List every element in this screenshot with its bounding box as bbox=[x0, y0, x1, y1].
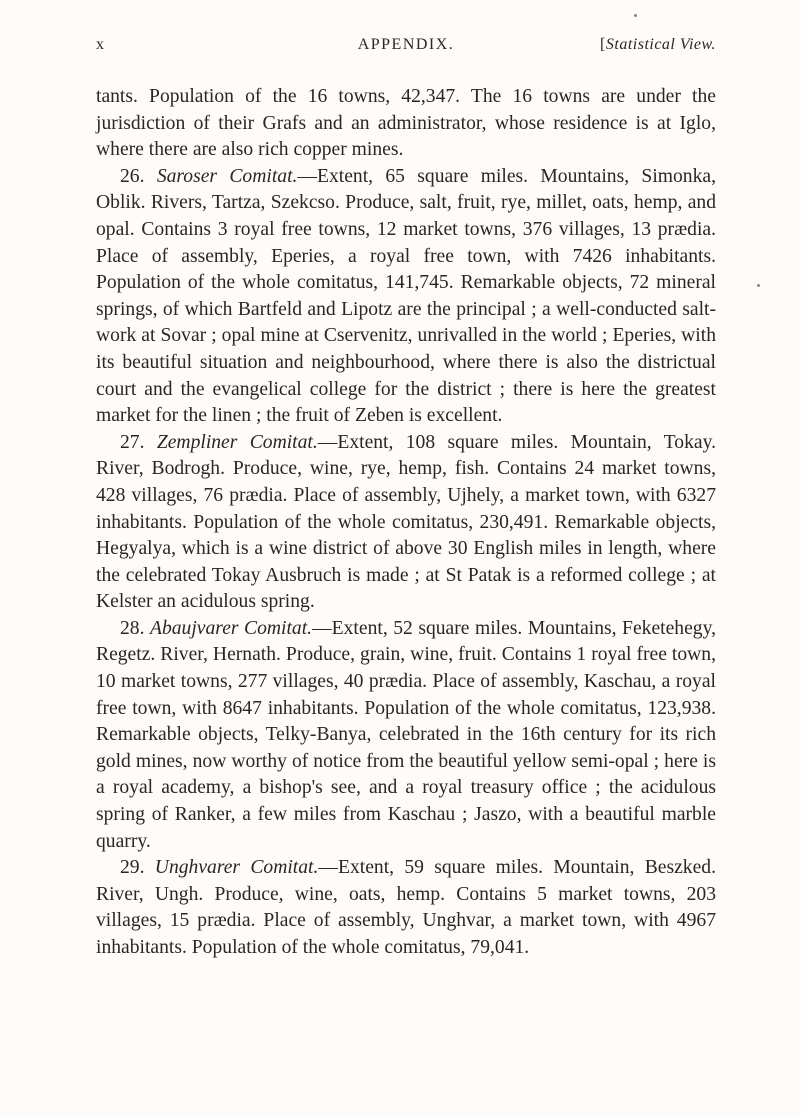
running-title: APPENDIX. bbox=[357, 36, 455, 53]
paragraph-text: —Extent, 52 square miles. Mountains, Feketehegy, Regetz. River, Hernath. Produce, grain, wine, fruit. Contains 1 royal free town, 10 market towns, 277 villages, 40 prædia. Place of assembly, Kaschau, a royal free town, with 8647 inhabitants. Population of the whole comitatus, 123,938. Remarkable objects, Telky-Banya, celebrated in the 16th century for its rich gold mines, now worthy of notice from the beautiful yellow semi-opal ; here is a royal academy, a bishop's see, and a royal treasury office ; the acidulous spring of Ranker, a few miles from Kaschau ; Jaszo, with a beautiful marble quarry. bbox=[96, 617, 716, 852]
entry-heading: Abaujvarer Comitat. bbox=[150, 617, 313, 639]
paper-speck bbox=[757, 284, 760, 287]
paragraph-zempliner bbox=[96, 430, 716, 616]
entry-heading: Unghvarer Comitat. bbox=[154, 857, 319, 879]
entry-number: 26. bbox=[120, 165, 157, 187]
paragraph-text: —Extent, 59 square miles. Mountain, Beszked. River, Ungh. Produce, wine, oats, hemp. Contains 5 market towns, 203 villages, 15 prædia. Place of assembly, Unghvar, a market town, with 4967 inhabitants. Population of the whole comitatus, 79,041. bbox=[96, 857, 716, 958]
page-folio: x bbox=[96, 36, 105, 53]
paper-speck bbox=[634, 14, 637, 17]
paragraph-text: —Extent, 108 square miles. Mountain, Tokay. River, Bodrogh. Produce, wine, rye, hemp, fish. Contains 24 market towns, 428 villages, 76 prædia. Place of assembly, Ujhely, a market town, with 6327 inhabitants. Population of the whole comitatus, 230,491. Remarkable objects, Hegyalya, which is a wine district of above 30 English miles in length, where the celebrated Tokay Ausbruch is made ; at St Patak is a reformed college ; at Kelster an acidulous spring. bbox=[96, 431, 716, 613]
entry-heading: Saroser Comitat. bbox=[156, 165, 298, 187]
body-text bbox=[96, 84, 716, 962]
paragraph-continuation bbox=[96, 84, 716, 164]
running-head bbox=[96, 36, 716, 62]
paragraph-abaujvarer bbox=[96, 616, 716, 855]
paragraph-text: tants. Population of the 16 towns, 42,347. The 16 towns are under the jurisdiction of their Grafs and an administrator, whose residence is at Iglo, where there are also rich copper mines. bbox=[96, 86, 716, 161]
paragraph-text: —Extent, 65 square miles. Mountains, Simonka, Oblik. Rivers, Tartza, Szekcso. Produce, salt, fruit, rye, millet, oats, hemp, and opal. Contains 3 royal free towns, 12 market towns, 376 villages, 13 prædia. Place of assembly, Eperies, a royal free town, with 7426 inhabitants. Population of the whole comitatus, 141,745. Remarkable objects, 72 mineral springs, of which Bartfeld and Lipotz are the principal ; a well-conducted salt-work at Sovar ; opal mine at Cservenitz, unrivalled in the world ; Eperies, with its beautiful situation and neighbourhood, where there is also the districtual court and the evangelical college for the district ; there is here the greatest market for the linen ; the fruit of Zeben is excellent. bbox=[96, 165, 716, 427]
entry-heading: Zempliner Comitat. bbox=[156, 431, 318, 453]
section-bracket: [ bbox=[600, 36, 606, 53]
entry-number: 29. bbox=[120, 857, 155, 879]
section-title bbox=[600, 36, 716, 54]
paragraph-unghvarer bbox=[96, 855, 716, 961]
entry-number: 27. bbox=[120, 431, 157, 453]
entry-number: 28. bbox=[120, 617, 150, 639]
paragraph-saroser bbox=[96, 164, 716, 430]
section-title-text: Statistical View. bbox=[605, 36, 716, 53]
